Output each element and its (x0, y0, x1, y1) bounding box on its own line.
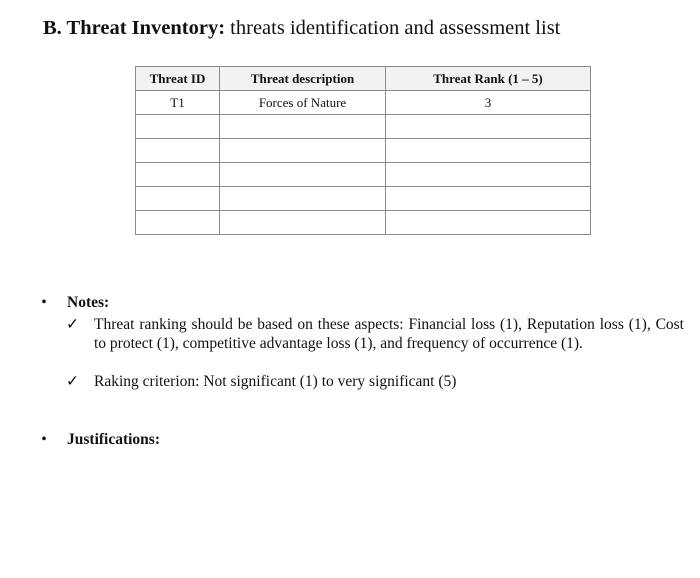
cell-threat-id[interactable] (136, 163, 220, 187)
cell-threat-description[interactable] (220, 163, 386, 187)
cell-threat-id[interactable] (136, 211, 220, 235)
bullet-icon: • (41, 294, 47, 311)
note-text: Threat ranking should be based on these aspects: Financial loss (1), Reputation loss (1), Cost to protect (1), competitive advantage loss (1), and frequency of occurrence (1). (94, 316, 684, 352)
cell-threat-rank[interactable] (386, 163, 591, 187)
cell-threat-description[interactable] (220, 187, 386, 211)
checkmark-icon: ✓ (66, 316, 79, 333)
section-label: B. Threat Inventory: (43, 17, 226, 39)
section-title: threats identification and assessment list (230, 17, 561, 39)
cell-threat-description[interactable] (220, 139, 386, 163)
list-item (66, 315, 686, 375)
header-threat-id: Threat ID (136, 67, 220, 91)
note-text: Raking criterion: Not significant (1) to very significant (5) (94, 373, 457, 390)
table-row (136, 139, 591, 163)
cell-threat-rank[interactable] (386, 187, 591, 211)
table-row (136, 91, 591, 115)
table-row (136, 115, 591, 139)
cell-threat-rank[interactable] (386, 211, 591, 235)
cell-threat-rank[interactable] (386, 115, 591, 139)
bullet-icon: • (41, 431, 47, 448)
cell-threat-description[interactable] (220, 211, 386, 235)
table-row (136, 187, 591, 211)
cell-threat-id[interactable] (136, 187, 220, 211)
section-heading (43, 15, 560, 41)
cell-threat-id[interactable] (136, 139, 220, 163)
notes-title: Notes: (67, 294, 110, 311)
threat-inventory-table (135, 66, 591, 235)
list-item (66, 372, 686, 392)
table-row (136, 163, 591, 187)
cell-threat-rank[interactable]: 3 (386, 91, 591, 115)
cell-threat-description[interactable]: Forces of Nature (220, 91, 386, 115)
justifications-title: Justifications: (67, 431, 160, 448)
checkmark-icon: ✓ (66, 373, 79, 390)
cell-threat-id[interactable]: T1 (136, 91, 220, 115)
header-threat-description: Threat description (220, 67, 386, 91)
header-threat-rank: Threat Rank (1 – 5) (386, 67, 591, 91)
cell-threat-id[interactable] (136, 115, 220, 139)
table-row (136, 211, 591, 235)
table-header-row (136, 67, 591, 91)
cell-threat-rank[interactable] (386, 139, 591, 163)
cell-threat-description[interactable] (220, 115, 386, 139)
